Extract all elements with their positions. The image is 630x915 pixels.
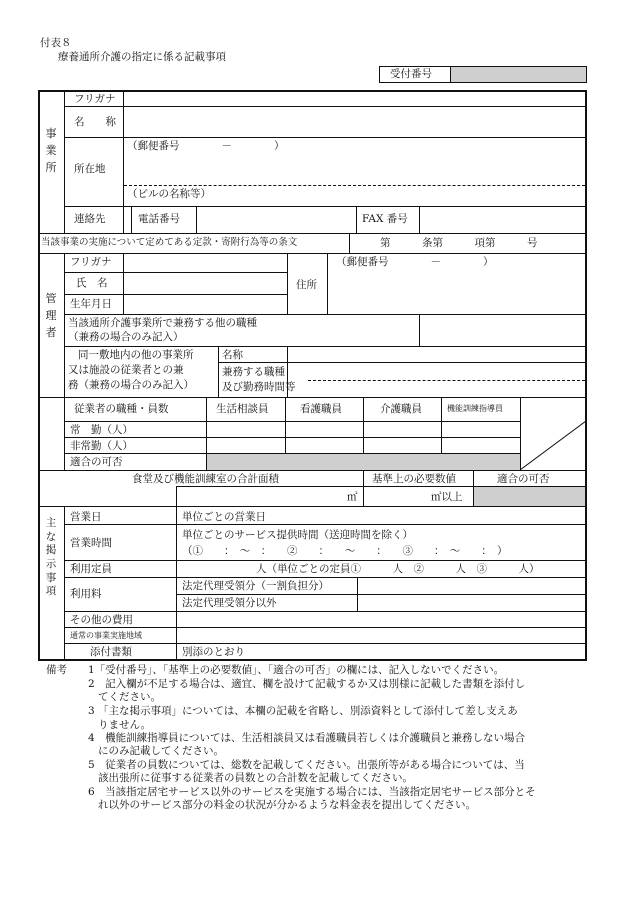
note-2: 2 記入欄が不足する場合は、適宜、欄を設けて記載するか又は別様に記載した書類を添付し [88,678,526,690]
staff-header: 従業者の職種・員数 [74,403,169,415]
office-name-label: 名 称 [74,116,116,128]
office-phone-field[interactable] [197,207,355,232]
area-required-label: 基準上の必要数値 [372,473,456,485]
manager-name-label: 氏 名 [76,277,108,289]
staff-row-parttime: 非常勤（人） [70,440,133,452]
same-site-label-3: 務（兼務の場合のみ記入） [68,379,194,391]
business-hours-desc: 単位ごとのサービス提供時間（送迎時間を除く） [182,529,413,541]
staff-col-nurse: 看護職員 [300,403,342,415]
note-5-cont: 該出張所に従事する従業者の員数との合計数を記載してください。 [98,772,413,784]
manager-birthdate-label: 生年月日 [70,298,112,310]
articles-format[interactable]: 第 条第 項第 号 [380,237,538,249]
office-section-label: 事 業 所 [45,127,57,175]
office-contact-label: 連絡先 [74,213,106,225]
manager-address-label: 住所 [296,279,317,291]
office-phone-label: 電話番号 [138,213,180,225]
business-hours-label: 営業時間 [70,537,112,549]
staff-col-trainer: 機能訓練指導員 [447,404,503,413]
manager-section-label: 管 理 者 [45,292,57,340]
staff-row-fit: 適合の可否 [70,456,123,468]
manager-other-job-field[interactable] [420,315,584,345]
service-area-field[interactable] [177,628,584,642]
concurrent-job-label-1: 兼務する職種 [222,366,285,378]
office-building-name: （ビルの名称等） [127,188,211,200]
office-furigana-field[interactable] [124,91,584,106]
service-area-label: 通常の事業実施地域 [70,631,142,640]
staff-parttime-inputs[interactable] [207,438,520,453]
area-total-field[interactable] [177,487,347,505]
business-days-desc: 単位ごとの営業日 [182,511,266,523]
fee-other-field[interactable] [358,595,584,610]
area-unit: ㎡ [347,491,358,503]
notice-section-label: 主 な 掲 示 事 項 [45,517,57,598]
staff-fulltime-inputs[interactable] [207,422,520,437]
staff-col-caregiver: 介護職員 [380,403,422,415]
manager-birthdate-field[interactable] [124,295,286,314]
manager-furigana-label: フリガナ [70,256,112,268]
note-4: 4 機能訓練指導員については、生活相談員又は看護職員若しくは介護職員と兼務しない場合 [88,732,525,744]
office-address-field[interactable] [124,152,584,184]
concurrent-job-label-2: 及び勤務時間等 [222,381,296,393]
fee-legal-label: 法定代理受領分（一割負担分） [182,580,329,592]
note-3: 3 「主な掲示事項」については、本欄の記載を省略し、別添資料として添付して差し支えあ [88,705,518,717]
note-1: 1「受付番号」、「基準上の必要数値」、「適合の可否」の欄には、記入しないでください。 [88,664,505,676]
staff-row-fulltime: 常 勤（人） [70,424,133,436]
office-name-field[interactable] [124,107,584,137]
note-6: 6 当該指定居宅サービス以外のサービスを実施する場合には、当該指定居宅サービス部分とそ [88,786,536,798]
other-costs-label: その他の費用 [70,614,133,626]
manager-furigana-field[interactable] [124,254,286,271]
manager-postal-code: （郵便番号 － ） [336,256,494,268]
notes-label: 備考 [46,664,67,676]
appendix-number: 付表８ [40,37,72,49]
attachments-label: 添付書類 [90,646,132,658]
concurrent-job-field[interactable] [288,363,585,396]
capacity-label: 利用定員 [70,563,112,575]
manager-address-field[interactable] [328,270,585,313]
business-days-label: 営業日 [70,511,102,523]
office-furigana-label: フリガナ [74,93,116,105]
fee-legal-field[interactable] [358,578,584,593]
fee-other-label: 法定代理受領分以外 [182,597,277,609]
note-5: 5 従業者の員数については、総数を記載してください。出張所等がある場合については、当 [88,759,525,771]
staff-col-counselor: 生活相談員 [216,403,269,415]
same-site-facility-label: 名称 [222,349,243,361]
note-4-cont: にのみ記載してください。 [98,745,224,757]
area-label: 食堂及び機能訓練室の合計面積 [132,473,279,485]
receipt-number-label: 受付番号 [390,68,432,80]
office-address-label: 所在地 [74,163,106,175]
note-3-cont: りません。 [98,719,152,731]
manager-other-job-label: 当該通所介護事業所で兼務する他の職種 [68,317,257,329]
note-2-cont: てください。 [98,691,161,703]
capacity-line[interactable]: 人（単位ごとの定員① 人 ② 人 ③ 人） [256,563,540,575]
same-site-label-2: 又は施設の従業者との兼 [68,364,184,376]
other-costs-field[interactable] [177,612,584,626]
same-site-facility-field[interactable] [288,347,585,361]
note-6-cont: れ以外のサービス部分の料金の状況が分かるような料金表を提出してください。 [98,799,476,811]
office-fax-label: FAX 番号 [362,213,408,225]
manager-other-job-note: （兼務の場合のみ記入） [68,331,184,343]
attachments-value: 別添のとおり [182,646,245,658]
office-postal-code: （郵便番号 － ） [127,140,285,152]
business-hours-line[interactable]: （① ： ～ ： ② ： ～ ： ③ ： ～ ： ） [182,545,508,557]
same-site-label-1: 同一敷地内の他の事業所 [78,349,194,361]
fee-label: 利用料 [70,588,102,600]
manager-name-field[interactable] [124,273,286,294]
form-title: 療養通所介護の指定に係る記載事項 [58,51,226,63]
diagonal-slash [520,421,586,470]
articles-label: 当該事業の実施について定めてある定款・寄附行為等の条文 [41,237,298,248]
area-fit-label: 適合の可否 [497,473,550,485]
area-unit-min: ㎡以上 [431,491,463,503]
office-fax-field[interactable] [420,207,584,232]
